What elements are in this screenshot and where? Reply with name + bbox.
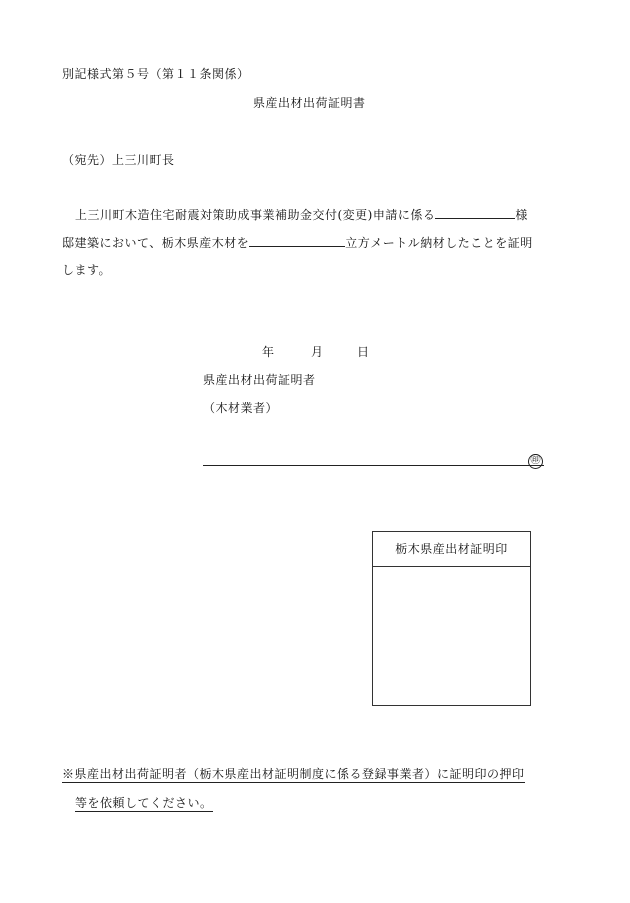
body-line-3: します。 [62,263,112,277]
body-line-1-text: 上三川町木造住宅耐震対策助成事業補助金交付(変更)申請に係る [75,208,436,222]
signature-line [203,465,544,466]
note-line-2 [75,795,213,811]
seal-mark-icon: ㊞ [528,454,543,469]
date-year: 年 [262,345,275,359]
document-title: 県産出材出荷証明書 [253,96,366,110]
seal-box-title: 栃木県産出材証明印 [373,532,530,567]
volume-blank [249,234,345,247]
certifier-role: （木材業者） [203,401,279,415]
form-number: 別記様式第５号（第１１条関係） [62,67,250,81]
body-line-2-suffix: 立方メートル納材したことを証明 [345,236,533,250]
body-line-1-suffix: 様 [515,208,528,222]
body-line-2 [62,234,533,251]
note-line-2-text: 等を依頼してください。 [75,796,213,810]
certification-seal-box [372,531,531,706]
note-line-1-text: ※県産出材出荷証明者（栃木県産出材証明制度に係る登録事業者）に証明印の押印 [62,767,525,781]
body-line-1 [75,206,528,223]
applicant-name-blank [435,206,515,219]
date-day: 日 [357,345,370,359]
date-month: 月 [311,345,324,359]
note-line-1 [62,766,525,782]
certifier-label: 県産出材出荷証明者 [203,373,316,387]
body-line-2-text: 邸建築において、栃木県産木材を [62,236,250,250]
addressee: （宛先）上三川町長 [62,153,175,167]
